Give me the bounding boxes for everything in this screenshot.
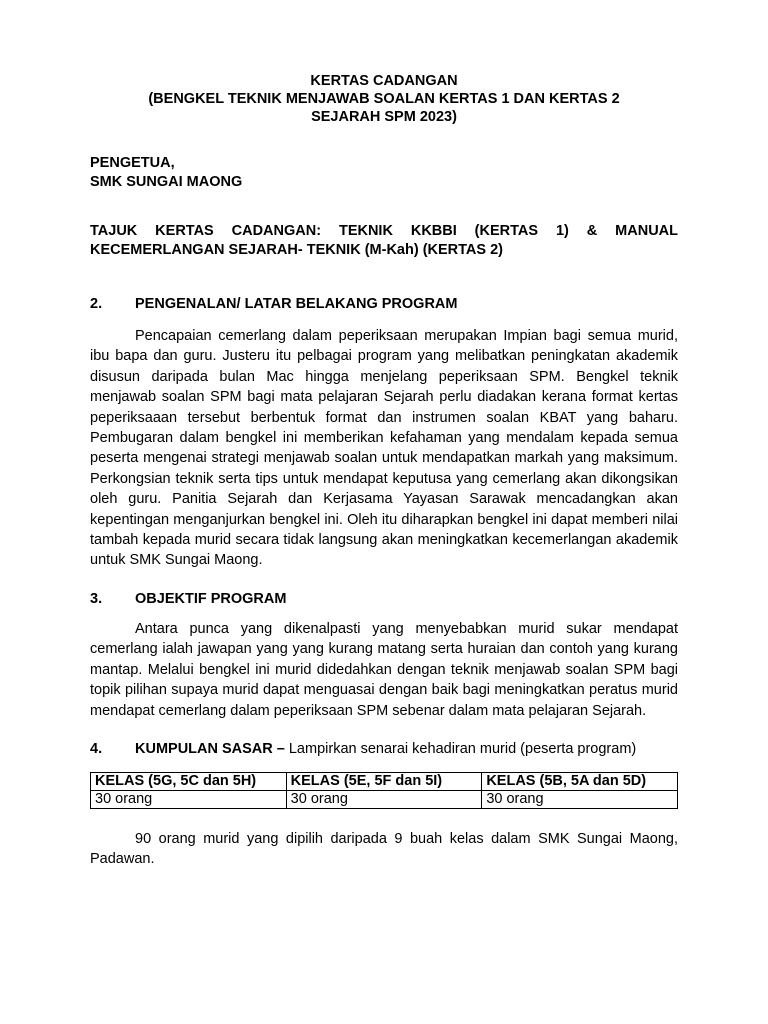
section-2-title: PENGENALAN/ LATAR BELAKANG PROGRAM bbox=[135, 296, 458, 312]
section-2-paragraph: Pencapaian cemerlang dalam peperiksaan merupakan Impian bagi semua murid, ibu bapa dan guru. Justeru itu pelbagai program yang melibatkan peningkatan akademik disusun daripada bulan Mac hingga menjelang peperiksaan SPM. Bengkel teknik menjawab soalan SPM bagi mata pelajaran Sejarah perlu diadakan kerana format kertas peperiksaaan tersebut berbentuk format dan instrumen soalan KBAT yang baharu. Pembugaran dalam bengkel ini memberikan kefahaman yang mendalam kepada semua peserta mengenai strategi menjawab soalan untuk mendapatkan markah yang maksimum. Perkongsian teknik serta tips untuk mendapat keputusa yang cemerlang akan dikongsikan oleh guru. Panitia Sejarah dan Kerjasama Yayasan Sarawak mencadangkan akan kepentingan menganjurkan bengkel ini. Oleh itu diharapkan bengkel ini dapat memberi nilai tambah kepada murid secara tidak langsung akan meningkatkan kecemerlangan akademik untuk SMK Sungai Maong. bbox=[90, 328, 678, 569]
document-page bbox=[90, 72, 678, 870]
section-3-number: 3. bbox=[90, 590, 103, 607]
section-4-number: 4. bbox=[90, 740, 103, 757]
addressee-block bbox=[90, 154, 678, 192]
addressee-line-2: SMK SUNGAI MAONG bbox=[90, 174, 243, 190]
section-4-title-bold: KUMPULAN SASAR – bbox=[135, 740, 285, 757]
section-4-title-note: Lampirkan senarai kehadiran murid (peserta program) bbox=[284, 740, 637, 757]
document-title bbox=[90, 72, 678, 126]
section-4-title bbox=[135, 739, 636, 759]
proposal-subject: TAJUK KERTAS CADANGAN: TEKNIK KKBBI (KERTAS 1) & MANUAL KECEMERLANGAN SEJARAH- TEKNIK (M-Kah) (KERTAS 2) bbox=[90, 223, 678, 258]
section-3-title: OBJEKTIF PROGRAM bbox=[135, 590, 287, 607]
table-cell: 30 orang bbox=[482, 790, 678, 808]
title-line-3: SEJARAH SPM 2023) bbox=[311, 109, 457, 125]
table-cell: 30 orang bbox=[91, 790, 287, 808]
section-3-paragraph: Antara punca yang dikenalpasti yang menyebabkan murid sukar mendapat cemerlang ialah jawapan yang yang kurang matang serta huraian dan contoh yang kurang mantap. Melalui bengkel ini murid didedahkan dengan teknik menjawab soalan SPM bagi topik pilihan supaya murid dapat menguasai dengan baik bagi meningkatkan peratus murid mendapat cemerlang dalam peperiksaan SPM sebenar dalam mata pelajaran Sejarah. bbox=[90, 620, 678, 719]
table-header-cell: KELAS (5G, 5C dan 5H) bbox=[91, 772, 287, 790]
table-header-cell: KELAS (5E, 5F dan 5I) bbox=[286, 772, 482, 790]
table-cell: 30 orang bbox=[286, 790, 482, 808]
title-line-1: KERTAS CADANGAN bbox=[310, 73, 458, 89]
addressee-line-1: PENGETUA, bbox=[90, 155, 175, 171]
section-3-heading bbox=[90, 589, 678, 609]
table-row bbox=[91, 790, 678, 808]
section-2-heading bbox=[90, 294, 678, 314]
section-2-number: 2. bbox=[90, 296, 103, 312]
class-table bbox=[90, 772, 678, 809]
table-header-row bbox=[91, 772, 678, 790]
title-line-2: (BENGKEL TEKNIK MENJAWAB SOALAN KERTAS 1 DAN KERTAS 2 bbox=[148, 91, 620, 107]
table-header-cell: KELAS (5B, 5A dan 5D) bbox=[482, 772, 678, 790]
section-4-heading bbox=[90, 739, 678, 759]
section-4-paragraph: 90 orang murid yang dipilih daripada 9 buah kelas dalam SMK Sungai Maong, Padawan. bbox=[90, 830, 678, 868]
